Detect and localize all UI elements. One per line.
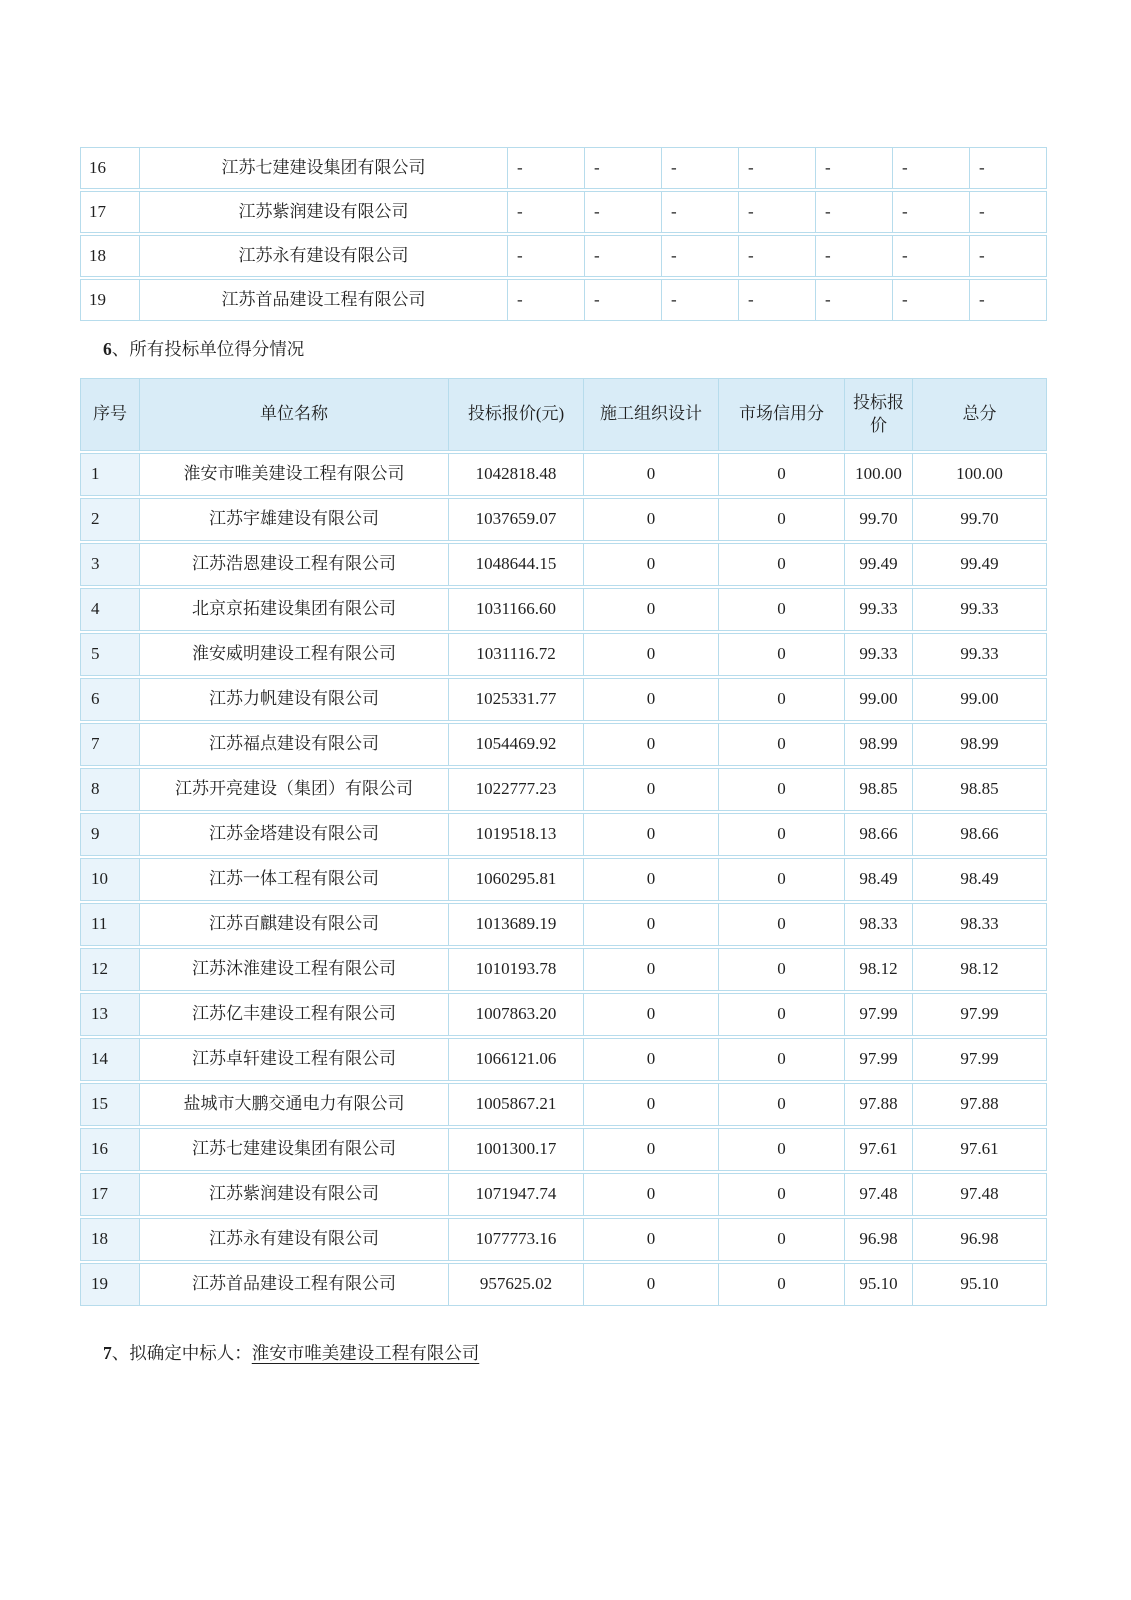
bid-price-score-cell: 98.12 — [845, 948, 913, 991]
row-number-cell: 6 — [80, 678, 140, 721]
construction-design-score-cell: 0 — [584, 768, 719, 811]
bid-price-cell: 1037659.07 — [449, 498, 584, 541]
bid-price-score-cell: 99.33 — [845, 633, 913, 676]
total-score-cell: 99.33 — [913, 588, 1047, 631]
table-row — [80, 1263, 1047, 1306]
total-score-cell: 97.99 — [913, 1038, 1047, 1081]
row-number-cell: 9 — [80, 813, 140, 856]
bid-price-score-cell: 98.49 — [845, 858, 913, 901]
construction-design-score-cell: 0 — [584, 1128, 719, 1171]
table-row — [80, 498, 1047, 541]
market-credit-score-cell: 0 — [719, 633, 845, 676]
empty-value-cell: - — [585, 147, 662, 189]
bid-price-cell: 957625.02 — [449, 1263, 584, 1306]
bid-price-score-cell: 99.70 — [845, 498, 913, 541]
row-number-cell: 1 — [80, 453, 140, 496]
construction-design-score-cell: 0 — [584, 723, 719, 766]
bid-price-cell: 1031116.72 — [449, 633, 584, 676]
empty-value-cell: - — [816, 235, 893, 277]
empty-value-cell: - — [970, 235, 1047, 277]
empty-value-cell: - — [893, 191, 970, 233]
construction-design-score-cell: 0 — [584, 1218, 719, 1261]
total-score-cell: 97.99 — [913, 993, 1047, 1036]
empty-value-cell: - — [816, 147, 893, 189]
bid-price-score-cell: 97.48 — [845, 1173, 913, 1216]
table-row — [80, 993, 1047, 1036]
market-credit-score-cell: 0 — [719, 498, 845, 541]
row-number-cell: 2 — [80, 498, 140, 541]
row-number-cell: 16 — [80, 1128, 140, 1171]
total-score-cell: 97.48 — [913, 1173, 1047, 1216]
bid-price-score-cell: 99.33 — [845, 588, 913, 631]
bid-price-cell: 1048644.15 — [449, 543, 584, 586]
empty-value-cell: - — [508, 147, 585, 189]
row-number-cell: 14 — [80, 1038, 140, 1081]
bid-price-cell: 1019518.13 — [449, 813, 584, 856]
bid-price-cell: 1071947.74 — [449, 1173, 584, 1216]
construction-design-score-cell: 0 — [584, 1173, 719, 1216]
header-company-name: 单位名称 — [140, 378, 449, 451]
row-number-cell: 15 — [80, 1083, 140, 1126]
table-row — [80, 543, 1047, 586]
total-score-cell: 97.88 — [913, 1083, 1047, 1126]
table-row — [80, 1218, 1047, 1261]
row-number-cell: 11 — [80, 903, 140, 946]
table-row — [80, 588, 1047, 631]
row-number-cell: 7 — [80, 723, 140, 766]
winner-name: 淮安市唯美建设工程有限公司 — [251, 1343, 480, 1363]
empty-value-cell: - — [662, 147, 739, 189]
table-row — [80, 678, 1047, 721]
row-number-cell: 18 — [80, 1218, 140, 1261]
company-name-cell: 江苏七建建设集团有限公司 — [140, 147, 508, 189]
empty-value-cell: - — [662, 235, 739, 277]
score-table-body — [80, 453, 1047, 1306]
total-score-cell: 98.12 — [913, 948, 1047, 991]
market-credit-score-cell: 0 — [719, 1083, 845, 1126]
previous-page-table — [80, 145, 1047, 323]
total-score-cell: 96.98 — [913, 1218, 1047, 1261]
market-credit-score-cell: 0 — [719, 588, 845, 631]
table-row — [80, 723, 1047, 766]
row-number-cell: 18 — [80, 235, 140, 277]
section-7-number: 7 — [103, 1343, 112, 1363]
company-name-cell: 江苏首品建设工程有限公司 — [140, 1263, 449, 1306]
company-name-cell: 江苏紫润建设有限公司 — [140, 1173, 449, 1216]
empty-value-cell: - — [585, 279, 662, 321]
company-name-cell: 江苏永有建设有限公司 — [140, 1218, 449, 1261]
company-name-cell: 江苏亿丰建设工程有限公司 — [140, 993, 449, 1036]
construction-design-score-cell: 0 — [584, 588, 719, 631]
bid-price-cell: 1066121.06 — [449, 1038, 584, 1081]
empty-value-cell: - — [970, 191, 1047, 233]
market-credit-score-cell: 0 — [719, 948, 845, 991]
row-number-cell: 19 — [80, 1263, 140, 1306]
market-credit-score-cell: 0 — [719, 1038, 845, 1081]
bid-price-cell: 1025331.77 — [449, 678, 584, 721]
company-name-cell: 江苏百麒建设有限公司 — [140, 903, 449, 946]
bid-price-cell: 1031166.60 — [449, 588, 584, 631]
empty-value-cell: - — [970, 279, 1047, 321]
company-name-cell: 江苏力帆建设有限公司 — [140, 678, 449, 721]
bid-price-cell: 1001300.17 — [449, 1128, 584, 1171]
bid-price-score-cell: 98.66 — [845, 813, 913, 856]
row-number-cell: 5 — [80, 633, 140, 676]
company-name-cell: 江苏金塔建设有限公司 — [140, 813, 449, 856]
company-name-cell: 江苏沐淮建设工程有限公司 — [140, 948, 449, 991]
total-score-cell: 95.10 — [913, 1263, 1047, 1306]
table-row — [80, 858, 1047, 901]
total-score-cell: 97.61 — [913, 1128, 1047, 1171]
total-score-cell: 98.99 — [913, 723, 1047, 766]
section-7-heading — [103, 1340, 479, 1365]
section-6-title: 、所有投标单位得分情况 — [111, 339, 305, 359]
empty-value-cell: - — [893, 147, 970, 189]
row-number-cell: 13 — [80, 993, 140, 1036]
bid-price-cell: 1054469.92 — [449, 723, 584, 766]
table-row — [80, 1128, 1047, 1171]
construction-design-score-cell: 0 — [584, 633, 719, 676]
total-score-cell: 98.33 — [913, 903, 1047, 946]
empty-value-cell: - — [816, 279, 893, 321]
bid-price-cell: 1013689.19 — [449, 903, 584, 946]
row-number-cell: 3 — [80, 543, 140, 586]
bid-price-score-cell: 99.49 — [845, 543, 913, 586]
bid-price-cell: 1005867.21 — [449, 1083, 584, 1126]
company-name-cell: 盐城市大鹏交通电力有限公司 — [140, 1083, 449, 1126]
header-index: 序号 — [80, 378, 140, 451]
empty-value-cell: - — [816, 191, 893, 233]
row-number-cell: 8 — [80, 768, 140, 811]
table-row — [80, 813, 1047, 856]
table-row — [80, 147, 1047, 189]
company-name-cell: 北京京拓建设集团有限公司 — [140, 588, 449, 631]
construction-design-score-cell: 0 — [584, 858, 719, 901]
construction-design-score-cell: 0 — [584, 1038, 719, 1081]
bid-price-score-cell: 97.88 — [845, 1083, 913, 1126]
company-name-cell: 江苏首品建设工程有限公司 — [140, 279, 508, 321]
empty-value-cell: - — [508, 235, 585, 277]
bid-price-cell: 1010193.78 — [449, 948, 584, 991]
empty-value-cell: - — [585, 191, 662, 233]
market-credit-score-cell: 0 — [719, 1173, 845, 1216]
company-name-cell: 江苏七建建设集团有限公司 — [140, 1128, 449, 1171]
table-row — [80, 768, 1047, 811]
construction-design-score-cell: 0 — [584, 1083, 719, 1126]
bid-price-score-cell: 97.61 — [845, 1128, 913, 1171]
table-row — [80, 633, 1047, 676]
total-score-cell: 99.33 — [913, 633, 1047, 676]
score-table-header — [80, 378, 1047, 451]
market-credit-score-cell: 0 — [719, 1218, 845, 1261]
empty-value-cell: - — [662, 191, 739, 233]
company-name-cell: 江苏福点建设有限公司 — [140, 723, 449, 766]
construction-design-score-cell: 0 — [584, 453, 719, 496]
section-6-number: 6 — [103, 339, 112, 359]
table-row — [80, 235, 1047, 277]
header-row — [80, 378, 1047, 451]
table-row — [80, 191, 1047, 233]
market-credit-score-cell: 0 — [719, 903, 845, 946]
empty-value-cell: - — [893, 235, 970, 277]
market-credit-score-cell: 0 — [719, 543, 845, 586]
empty-value-cell: - — [970, 147, 1047, 189]
bid-price-cell: 1060295.81 — [449, 858, 584, 901]
total-score-cell: 98.49 — [913, 858, 1047, 901]
market-credit-score-cell: 0 — [719, 1128, 845, 1171]
market-credit-score-cell: 0 — [719, 678, 845, 721]
bid-price-score-cell: 96.98 — [845, 1218, 913, 1261]
construction-design-score-cell: 0 — [584, 993, 719, 1036]
table-row — [80, 1173, 1047, 1216]
empty-value-cell: - — [739, 147, 816, 189]
total-score-cell: 99.00 — [913, 678, 1047, 721]
company-name-cell: 淮安威明建设工程有限公司 — [140, 633, 449, 676]
market-credit-score-cell: 0 — [719, 723, 845, 766]
bid-price-cell: 1042818.48 — [449, 453, 584, 496]
row-number-cell: 10 — [80, 858, 140, 901]
empty-value-cell: - — [585, 235, 662, 277]
market-credit-score-cell: 0 — [719, 813, 845, 856]
header-market-credit: 市场信用分 — [719, 378, 845, 451]
table-row — [80, 279, 1047, 321]
bid-price-score-cell: 97.99 — [845, 993, 913, 1036]
row-number-cell: 4 — [80, 588, 140, 631]
bid-price-score-cell: 100.00 — [845, 453, 913, 496]
row-number-cell: 17 — [80, 191, 140, 233]
construction-design-score-cell: 0 — [584, 948, 719, 991]
bidder-score-table — [80, 376, 1047, 1308]
company-name-cell: 江苏宇雄建设有限公司 — [140, 498, 449, 541]
company-name-cell: 江苏开亮建设（集团）有限公司 — [140, 768, 449, 811]
total-score-cell: 99.49 — [913, 543, 1047, 586]
header-bid-price: 投标报价(元) — [449, 378, 584, 451]
bid-price-score-cell: 98.99 — [845, 723, 913, 766]
table-row — [80, 1083, 1047, 1126]
empty-value-cell: - — [508, 279, 585, 321]
row-number-cell: 16 — [80, 147, 140, 189]
total-score-cell: 100.00 — [913, 453, 1047, 496]
market-credit-score-cell: 0 — [719, 858, 845, 901]
market-credit-score-cell: 0 — [719, 768, 845, 811]
company-name-cell: 淮安市唯美建设工程有限公司 — [140, 453, 449, 496]
section-7-label: 、拟确定中标人： — [111, 1343, 252, 1363]
company-name-cell: 江苏浩恩建设工程有限公司 — [140, 543, 449, 586]
bid-price-score-cell: 97.99 — [845, 1038, 913, 1081]
table-row — [80, 948, 1047, 991]
table-row — [80, 903, 1047, 946]
table-row — [80, 453, 1047, 496]
bid-price-cell: 1022777.23 — [449, 768, 584, 811]
row-number-cell: 17 — [80, 1173, 140, 1216]
company-name-cell: 江苏一体工程有限公司 — [140, 858, 449, 901]
company-name-cell: 江苏永有建设有限公司 — [140, 235, 508, 277]
table-row — [80, 1038, 1047, 1081]
header-total-score: 总分 — [913, 378, 1047, 451]
empty-value-cell: - — [662, 279, 739, 321]
bid-price-score-cell: 99.00 — [845, 678, 913, 721]
section-6-heading — [103, 336, 304, 361]
company-name-cell: 江苏卓轩建设工程有限公司 — [140, 1038, 449, 1081]
total-score-cell: 99.70 — [913, 498, 1047, 541]
empty-value-cell: - — [893, 279, 970, 321]
empty-value-cell: - — [508, 191, 585, 233]
total-score-cell: 98.85 — [913, 768, 1047, 811]
market-credit-score-cell: 0 — [719, 453, 845, 496]
bid-price-cell: 1077773.16 — [449, 1218, 584, 1261]
company-name-cell: 江苏紫润建设有限公司 — [140, 191, 508, 233]
construction-design-score-cell: 0 — [584, 543, 719, 586]
row-number-cell: 12 — [80, 948, 140, 991]
bid-price-cell: 1007863.20 — [449, 993, 584, 1036]
construction-design-score-cell: 0 — [584, 1263, 719, 1306]
empty-value-cell: - — [739, 235, 816, 277]
construction-design-score-cell: 0 — [584, 813, 719, 856]
row-number-cell: 19 — [80, 279, 140, 321]
construction-design-score-cell: 0 — [584, 498, 719, 541]
market-credit-score-cell: 0 — [719, 1263, 845, 1306]
header-construction-design: 施工组织设计 — [584, 378, 719, 451]
empty-value-cell: - — [739, 279, 816, 321]
header-bid-price-score: 投标报价 — [845, 378, 913, 451]
empty-value-cell: - — [739, 191, 816, 233]
construction-design-score-cell: 0 — [584, 678, 719, 721]
bid-price-score-cell: 95.10 — [845, 1263, 913, 1306]
construction-design-score-cell: 0 — [584, 903, 719, 946]
bid-price-score-cell: 98.33 — [845, 903, 913, 946]
bid-price-score-cell: 98.85 — [845, 768, 913, 811]
total-score-cell: 98.66 — [913, 813, 1047, 856]
previous-table-body — [80, 147, 1047, 321]
market-credit-score-cell: 0 — [719, 993, 845, 1036]
